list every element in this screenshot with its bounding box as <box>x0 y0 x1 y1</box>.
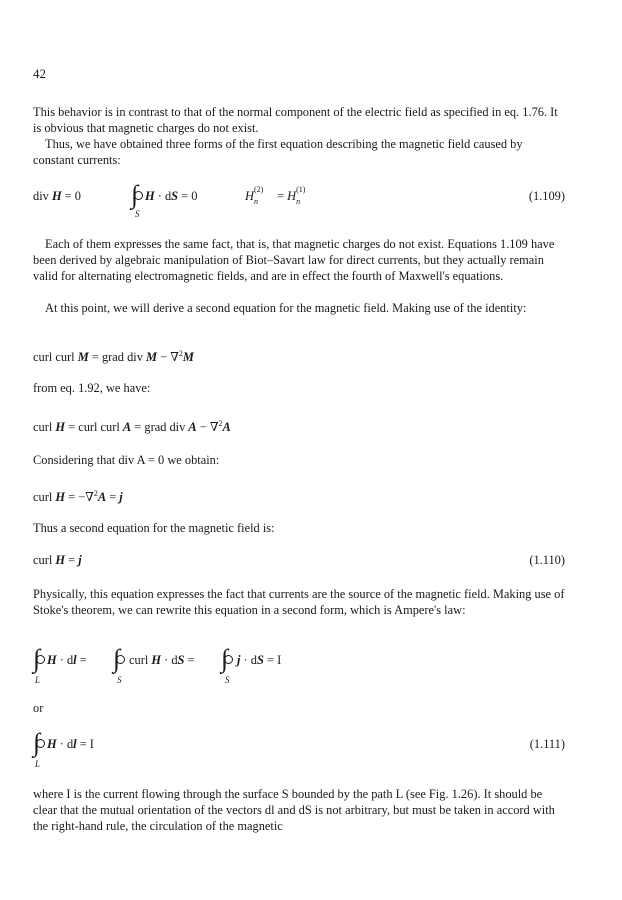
paragraph-9: where I is the current flowing through the surface S bounded by the path L (see Fig. 1.26). It should be clear that the mutual orientation of the vectors dl and dS is not arbitrary, but must be taken in accord with the right-hand rule, the circulation of the magnetic <box>33 787 555 833</box>
eq109-flux: H · dS = 0 <box>145 189 198 203</box>
contour-integral-symbol: ∫ <box>33 646 40 672</box>
paragraph-1: This behavior is in contrast to that of the normal component of the electric field as specified in eq. 1.76. It is obvious that magnetic charges do not exist. <box>33 105 558 135</box>
eq110-number: (1.110) <box>529 553 565 567</box>
equation-1-110: curl H = j (1.110) <box>33 553 565 567</box>
contour-integral-symbol: ∫ <box>33 730 40 756</box>
paragraph-7: Thus a second equation for the magnetic field is: <box>33 521 275 535</box>
paragraph-8: Physically, this equation expresses the fact that currents are the source of the magnetic field. Making use of Stoke's theorem, we can rewrite this equation in a second form, which is Ampere's law: <box>33 587 565 617</box>
page-number: 42 <box>33 66 46 81</box>
eq109-normal-components: H (2) n = H (1) n <box>245 185 306 206</box>
equation-curl-h-2: curl H = −∇$^2$A = j <box>33 489 123 505</box>
equation-identity: curl curl M = grad div M − ∇$^2$M <box>33 349 194 365</box>
eq109-surface-label: S <box>135 209 140 219</box>
equation-1-109 <box>33 180 565 219</box>
word-or: or <box>33 701 44 715</box>
contour-integral-symbol: ∫ <box>113 646 120 672</box>
paragraph-6: Considering that div A = 0 we obtain: <box>33 453 220 467</box>
paragraph-5: from eq. 1.92, we have: <box>33 381 151 395</box>
contour-integral-symbol: ∫ <box>221 646 228 672</box>
paragraph-4: At this point, we will derive a second equation for the magnetic field. Making use of the identity: <box>45 301 527 315</box>
equation-1-111: ∫ L H · dl = I (1.111) <box>33 728 565 769</box>
paragraph-3: Each of them expresses the same fact, that is, that magnetic charges do not exist. Equations 1.109 have been derived by algebraic manipulation of Biot–Savart law for direct currents, but they actually remain valid for alternating electromagnetic fields, and are in effect the fourth of Maxwell's equations. <box>33 237 555 283</box>
eq111-number: (1.111) <box>529 737 565 751</box>
equation-ampere-law: ∫ L H · dl = ∫ S curl H · dS = ∫ S j · dS = I <box>33 644 282 685</box>
eq109-div-h: div H = 0 <box>33 189 81 203</box>
equation-curl-h: curl H = curl curl A = grad div A − ∇$^2$A <box>33 419 231 435</box>
eq109-number: (1.109) <box>528 189 565 203</box>
contour-integral-symbol: ∫ <box>131 182 138 208</box>
paragraph-2: Thus, we have obtained three forms of the first equation describing the magnetic field caused by constant currents: <box>33 137 523 167</box>
